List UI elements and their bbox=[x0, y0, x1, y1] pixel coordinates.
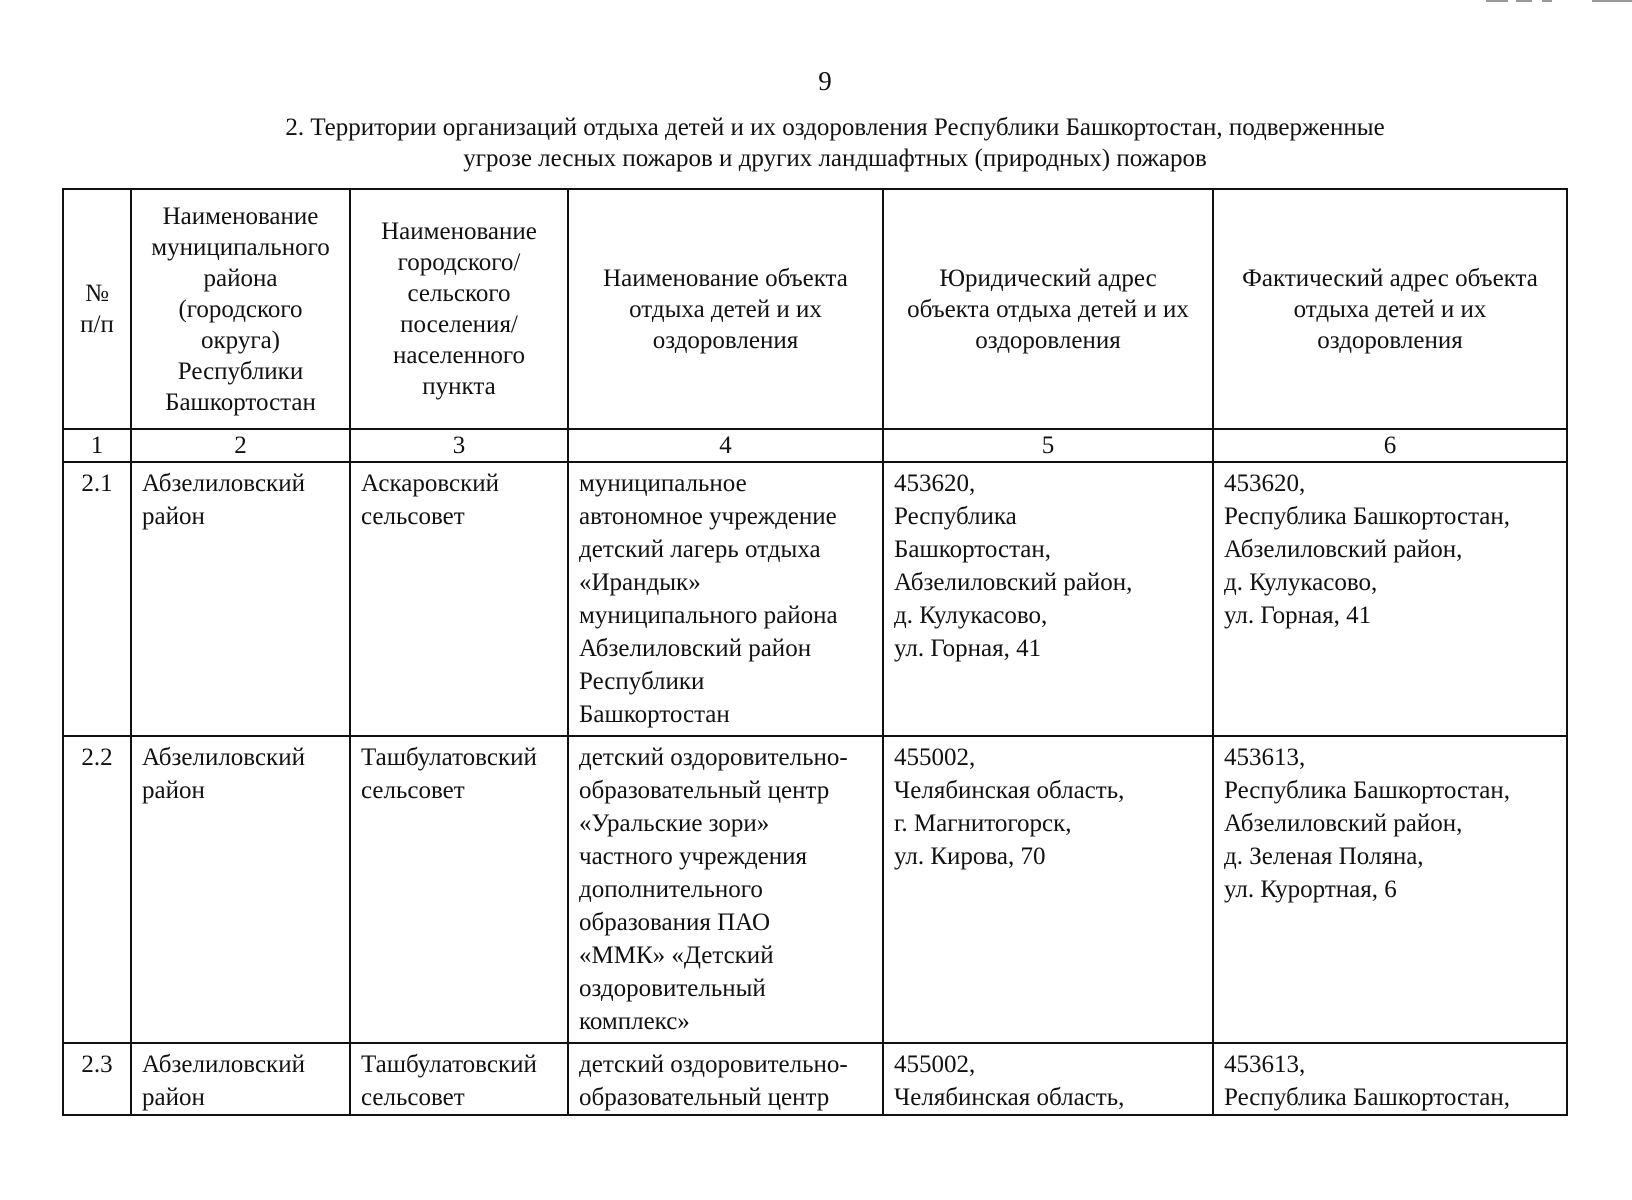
cell-text-line: 453620, bbox=[894, 470, 976, 497]
cell-text-line: район bbox=[142, 777, 205, 804]
cell-text-line: Абзелиловский bbox=[142, 744, 305, 771]
district-cell bbox=[131, 1043, 350, 1115]
cell-text-line: п/п bbox=[80, 311, 114, 338]
cell-text-line: населенного bbox=[393, 342, 525, 369]
cell-text-line: Башкортостан bbox=[165, 388, 316, 416]
cell-text-line: оздоровления bbox=[652, 326, 799, 354]
object-name-cell bbox=[568, 462, 883, 736]
cell-text-line: (городского bbox=[178, 295, 303, 323]
table-row bbox=[63, 1043, 1567, 1115]
cell-text-line: Республика bbox=[894, 503, 1017, 530]
column-number-cell: 2 bbox=[131, 429, 350, 462]
header-cell bbox=[1213, 189, 1567, 429]
header-cell bbox=[568, 189, 883, 429]
cell-text-line: детский оздоровительно- bbox=[579, 1051, 848, 1078]
column-number-cell: 5 bbox=[883, 429, 1213, 462]
actual-address-cell bbox=[1213, 736, 1567, 1043]
table-header-row bbox=[63, 189, 1567, 429]
legal-address-cell bbox=[883, 462, 1213, 736]
cell-text-line: д. Зеленая Поляна, bbox=[1224, 843, 1424, 870]
cell-text-line: района bbox=[203, 264, 278, 292]
cell-text-line: сельсовет bbox=[361, 1084, 465, 1111]
cell-text-line: детский лагерь отдыха bbox=[579, 536, 821, 563]
cell-text-line: дополнительного bbox=[579, 876, 763, 903]
cell-text-line: № bbox=[85, 280, 109, 307]
column-number-row bbox=[63, 429, 1567, 462]
table-heading-line-1: 2. Территории организаций отдыха детей и их оздоровления Республики Башкортостан, подверженные bbox=[285, 114, 1385, 141]
cell-text-line: Челябинская область, bbox=[894, 1084, 1125, 1111]
legal-address-cell bbox=[883, 1043, 1213, 1115]
district-cell bbox=[131, 736, 350, 1043]
district-cell bbox=[131, 462, 350, 736]
cell-text-line: Ташбулатовский bbox=[361, 1051, 537, 1078]
cell-text-line: Наименование объекта bbox=[603, 264, 848, 292]
cell-text-line: 453613, bbox=[1224, 1051, 1306, 1078]
table-row bbox=[63, 736, 1567, 1043]
cell-text-line: Юридический адрес bbox=[939, 264, 1157, 292]
cell-text-line: «Уральские зори» bbox=[579, 810, 770, 837]
column-number-cell: 4 bbox=[568, 429, 883, 462]
cell-text-line: образовательный центр bbox=[579, 1084, 830, 1111]
actual-address-cell bbox=[1213, 1043, 1567, 1115]
header-cell bbox=[350, 189, 568, 429]
cell-text-line: «ММК» «Детский bbox=[579, 942, 774, 969]
cell-text-line: Башкортостан bbox=[579, 701, 730, 728]
cell-text-line: оздоровления bbox=[975, 326, 1121, 354]
cell-text-line: ул. Кирова, 70 bbox=[894, 843, 1046, 870]
cell-text-line: «Ирандык» bbox=[579, 569, 701, 596]
cell-text-line: г. Магнитогорск, bbox=[894, 810, 1072, 837]
row-number-cell: 2.1 bbox=[63, 462, 131, 736]
cell-text-line: Абзелиловский район, bbox=[894, 569, 1133, 596]
object-name-cell bbox=[568, 1043, 883, 1115]
cell-text-line: ул. Курортная, 6 bbox=[1224, 876, 1397, 903]
cell-text-line: Наименование bbox=[162, 202, 319, 230]
cell-text-line: отдыха детей и их bbox=[1293, 295, 1487, 323]
cell-text-line: сельсовет bbox=[361, 777, 465, 804]
table-heading-line-2: угрозе лесных пожаров и других ландшафтных (природных) пожаров bbox=[463, 145, 1207, 172]
header-cell bbox=[131, 189, 350, 429]
cell-text-line: образовательный центр bbox=[579, 777, 830, 804]
cell-text-line: Фактический адрес объекта bbox=[1242, 264, 1538, 292]
settlement-cell bbox=[350, 736, 568, 1043]
cell-text-line: Абзелиловский bbox=[142, 470, 305, 497]
cell-text-line: автономное учреждение bbox=[579, 503, 837, 530]
cell-text-line: 453613, bbox=[1224, 744, 1306, 771]
cell-text-line: муниципального bbox=[151, 233, 330, 261]
cell-text-line: пункта bbox=[422, 373, 496, 400]
cell-text-line: Наименование bbox=[381, 218, 537, 245]
cell-text-line: отдыха детей и их bbox=[629, 295, 822, 323]
table-heading bbox=[220, 112, 1450, 174]
object-name-cell bbox=[568, 736, 883, 1043]
settlement-cell bbox=[350, 1043, 568, 1115]
row-number-cell: 2.3 bbox=[63, 1043, 131, 1115]
cell-text-line: образования ПАО bbox=[579, 909, 771, 936]
cell-text-line: Республика Башкортостан, bbox=[1224, 1084, 1511, 1111]
cell-text-line: Республика Башкортостан, bbox=[1224, 503, 1511, 530]
cell-text-line: район bbox=[142, 1084, 205, 1111]
cell-text-line: комплекс» bbox=[579, 1008, 690, 1035]
column-number-cell: 3 bbox=[350, 429, 568, 462]
territories-table bbox=[62, 188, 1568, 1116]
cell-text-line: Абзелиловский район bbox=[579, 635, 812, 662]
cell-text-line: ул. Горная, 41 bbox=[894, 635, 1042, 662]
cell-text-line: Ташбулатовский bbox=[361, 744, 537, 771]
cell-text-line: поселения/ bbox=[400, 311, 518, 338]
cell-text-line: муниципального района bbox=[579, 602, 838, 629]
cell-text-line: частного учреждения bbox=[579, 843, 807, 870]
cell-text-line: Абзелиловский район, bbox=[1224, 536, 1463, 563]
cell-text-line: объекта отдыха детей и их bbox=[907, 295, 1189, 323]
cell-text-line: Челябинская область, bbox=[894, 777, 1125, 804]
cell-text-line: Аскаровский bbox=[361, 470, 500, 497]
cell-text-line: ул. Горная, 41 bbox=[1224, 602, 1372, 629]
cell-text-line: Республики bbox=[177, 357, 304, 385]
cell-text-line: д. Кулукасово, bbox=[1224, 569, 1378, 596]
column-number-cell: 1 bbox=[63, 429, 131, 462]
cell-text-line: район bbox=[142, 503, 205, 530]
legal-address-cell bbox=[883, 736, 1213, 1043]
cell-text-line: 455002, bbox=[894, 1051, 976, 1078]
cell-text-line: сельского bbox=[407, 280, 511, 307]
cell-text-line: Республика Башкортостан, bbox=[1224, 777, 1511, 804]
cell-text-line: Абзелиловский район, bbox=[1224, 810, 1463, 837]
cell-text-line: Республики bbox=[579, 668, 705, 695]
table-row bbox=[63, 462, 1567, 736]
cell-text-line: оздоровительный bbox=[579, 975, 766, 1002]
header-cell bbox=[63, 189, 131, 429]
cell-text-line: оздоровления bbox=[1317, 326, 1463, 354]
row-number-cell: 2.2 bbox=[63, 736, 131, 1043]
cell-text-line: муниципальное bbox=[579, 470, 747, 497]
cell-text-line: городского/ bbox=[397, 249, 521, 276]
cell-text-line: Абзелиловский bbox=[142, 1051, 305, 1078]
cell-text-line: сельсовет bbox=[361, 503, 465, 530]
cell-text-line: Башкортостан, bbox=[894, 536, 1052, 563]
cell-text-line: детский оздоровительно- bbox=[579, 744, 848, 771]
page-number: 9 bbox=[818, 66, 832, 96]
cell-text-line: 453620, bbox=[1224, 470, 1306, 497]
actual-address-cell bbox=[1213, 462, 1567, 736]
header-cell bbox=[883, 189, 1213, 429]
cell-text-line: 455002, bbox=[894, 744, 976, 771]
cell-text-line: округа) bbox=[201, 326, 280, 354]
scan-corner-mark bbox=[1472, 0, 1632, 4]
settlement-cell bbox=[350, 462, 568, 736]
column-number-cell: 6 bbox=[1213, 429, 1567, 462]
cell-text-line: д. Кулукасово, bbox=[894, 602, 1048, 629]
